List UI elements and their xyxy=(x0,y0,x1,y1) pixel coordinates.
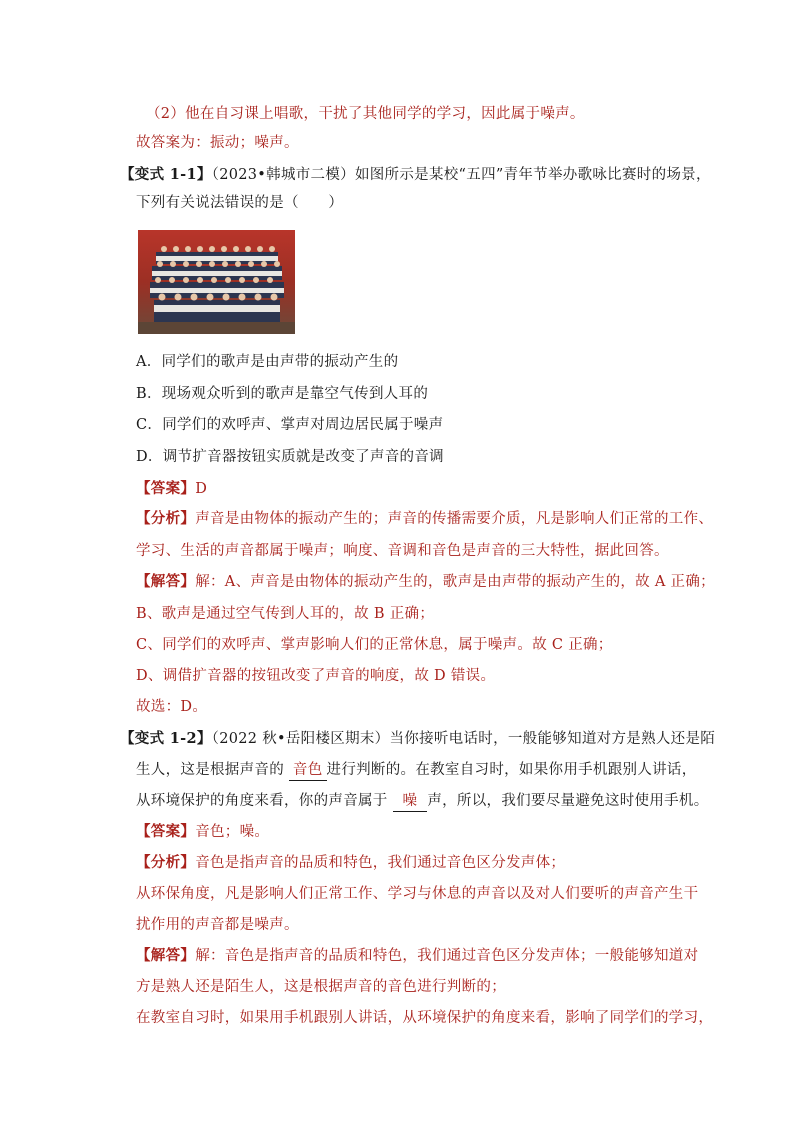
q2-solution-line2: 方是熟人还是陌生人，这是根据声音的音色进行判断的； xyxy=(136,979,506,995)
q2-answer xyxy=(136,822,269,842)
answer-value: D xyxy=(195,481,208,497)
q1-answer xyxy=(136,479,207,499)
q2-solution-line3: 在教室自习时，如果用手机跟别人讲话，从环境保护的角度来看，影响了同学们的学习， xyxy=(136,1010,714,1026)
q1-solution-line3: C、同学们的欢呼声、掌声影响人们的正常休息，属于噪声。故 C 正确； xyxy=(136,637,613,653)
choir-photo-illustration xyxy=(138,230,295,334)
analysis-text: 声音是由物体的振动产生的；声音的传播需要介质，凡是影响人们正常的工作、 xyxy=(195,511,714,527)
q2-stem-line2 xyxy=(136,760,697,781)
q2-analysis-line2: 从环保角度，凡是影响人们正常工作、学习与休息的声音以及对人们要听的声音产生干 xyxy=(136,886,699,902)
q1-stem-line2: 下列有关说法错误的是（ ） xyxy=(136,195,344,211)
prev-solution-line: （2）他在自习课上唱歌，干扰了其他同学的学习，因此属于噪声。 xyxy=(146,106,585,122)
q1-analysis-line2: 学习、生活的声音都属于噪声；响度、音调和音色是声音的三大特性，据此回答。 xyxy=(136,543,669,559)
q2-heading xyxy=(120,729,715,749)
option-d: D．调节扩音器按钮实质就是改变了声音的音调 xyxy=(136,449,444,465)
q1-analysis-line1 xyxy=(136,509,713,529)
analysis-tag: 【分析】 xyxy=(136,854,196,871)
q2-line2-pre: 生人，这是根据声音的 xyxy=(136,762,289,778)
choir-photo xyxy=(138,230,295,334)
q1-solution-line2: B、歌声是通过空气传到人耳的，故 B 正确； xyxy=(136,606,435,622)
q1-solution-line1 xyxy=(136,572,715,592)
answer-value: 音色；噪。 xyxy=(195,824,270,840)
q1-solution-line4: D、调借扩音器的按钮改变了声音的响度，故 D 错误。 xyxy=(136,668,496,684)
q2-analysis-line3: 扰作用的声音都是噪声。 xyxy=(136,917,299,933)
analysis-text: 音色是指声音的品质和特色，我们通过音色区分发声体； xyxy=(195,855,566,871)
q2-line3-post: 声，所以，我们要尽量避免这时使用手机。 xyxy=(427,793,709,809)
solution-text: 解：A、声音是由物体的振动产生的，歌声是由声带的振动产生的，故 A 正确； xyxy=(195,574,715,590)
solution-tag: 【解答】 xyxy=(136,947,196,964)
q1-heading xyxy=(120,165,711,185)
answer-tag: 【答案】 xyxy=(136,823,196,840)
q1-stem-line1: （2023•韩城市二模）如图所示是某校“五四”青年节举办歌咏比赛时的场景， xyxy=(211,167,711,183)
q2-line2-post: 进行判断的。在教室自习时，如果你用手机跟别人讲话， xyxy=(326,762,697,778)
solution-tag: 【解答】 xyxy=(136,573,196,590)
analysis-tag: 【分析】 xyxy=(136,510,196,527)
answer-tag: 【答案】 xyxy=(136,480,196,497)
q2-solution-line1 xyxy=(136,946,698,966)
q1-tag: 【变式 1-1】 xyxy=(120,166,212,183)
blank-2: 噪 xyxy=(393,791,428,812)
q2-stem-line3 xyxy=(136,791,709,812)
prev-answer-line: 故答案为：振动；噪声。 xyxy=(136,135,299,151)
solution-text: 解：音色是指声音的品质和特色，我们通过音色区分发声体；一般能够知道对 xyxy=(195,948,699,964)
blank-1: 音色 xyxy=(289,760,327,781)
option-a: A．同学们的歌声是由声带的振动产生的 xyxy=(136,354,399,370)
option-b: B．现场观众听到的歌声是靠空气传到人耳的 xyxy=(136,386,429,402)
q2-stem-line1: （2022 秋•岳阳楼区期末）当你接听电话时，一般能够知道对方是熟人还是陌 xyxy=(211,731,716,747)
q1-choice: 故选：D。 xyxy=(136,699,208,715)
option-c: C．同学们的欢呼声、掌声对周边居民属于噪声 xyxy=(136,417,444,433)
q2-line3-pre: 从环境保护的角度来看，你的声音属于 xyxy=(136,793,393,809)
q2-analysis-line1 xyxy=(136,853,565,873)
q2-tag: 【变式 1-2】 xyxy=(120,730,212,747)
